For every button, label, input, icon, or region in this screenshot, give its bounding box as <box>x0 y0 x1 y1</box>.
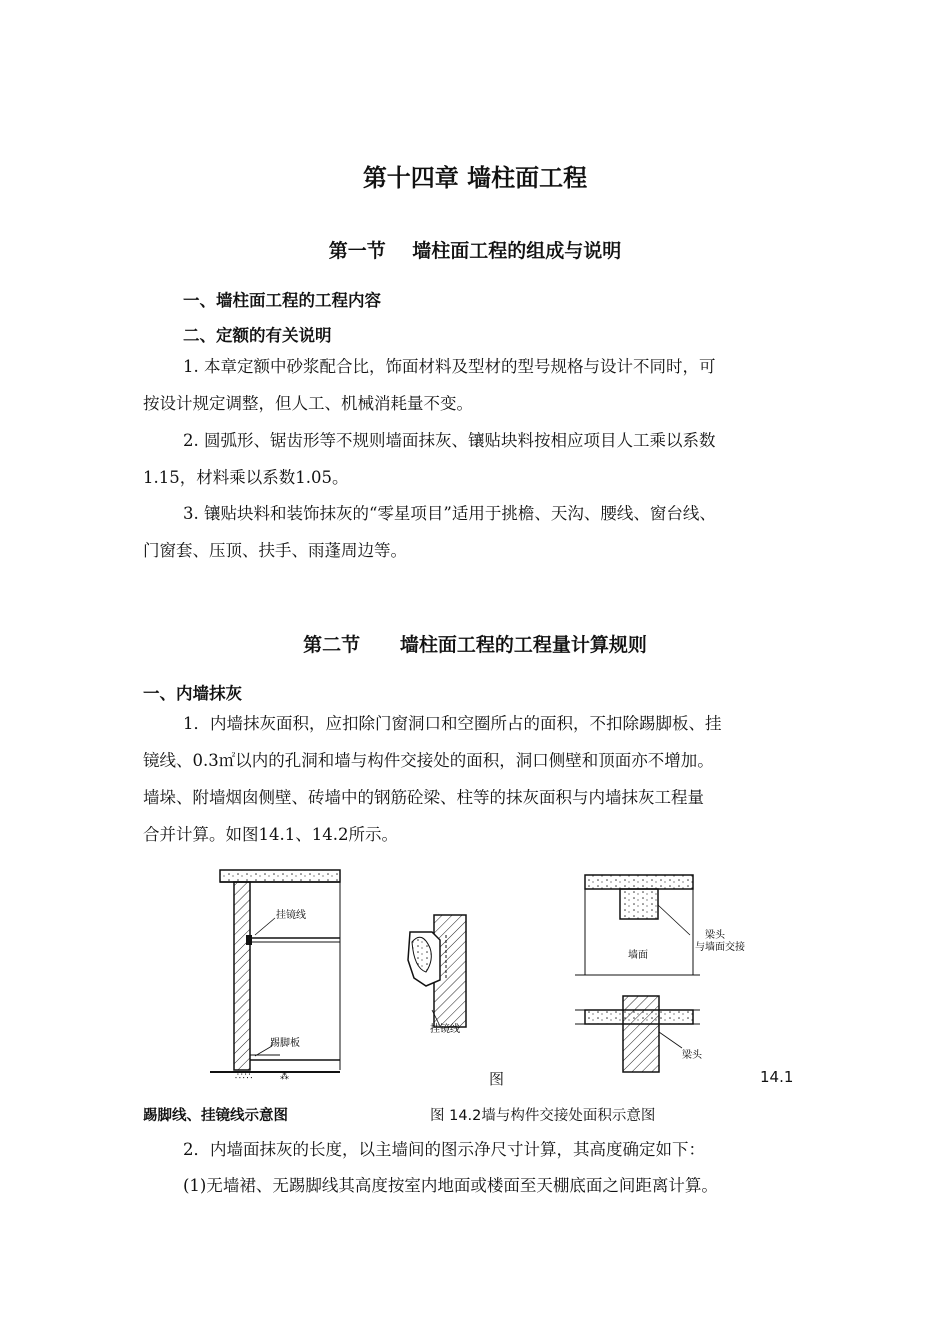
caption-left: 踢脚线、挂镜线示意图 <box>143 1108 288 1124</box>
label-liangtou-2: 与墙面交接 <box>695 942 745 953</box>
label-guajingxian: 挂镜线 <box>276 910 306 921</box>
section2-title: 第二节 墙柱面工程的工程量计算规则 <box>303 634 647 656</box>
figure-number: 14.1 <box>760 1068 794 1086</box>
label-liangtou-1: 梁头 <box>705 930 725 941</box>
s2-p1-line1: 1．内墙抹灰面积，应扣除门窗洞口和空圈所占的面积，不扣除踢脚板、挂 <box>183 714 722 733</box>
section2-heading1: 一、内墙抹灰 <box>143 684 242 703</box>
figure-illustration <box>200 860 820 1100</box>
label-guajingxian2: 挂镜线 <box>430 1024 460 1035</box>
wall-elevation-drawing <box>210 870 340 1082</box>
s1-p1-line1: 1. 本章定额中砂浆配合比，饰面材料及型材的型号规格与设计不同时，可 <box>183 357 716 376</box>
svg-text:∴∵∴: ∴∵∴ <box>235 1072 253 1082</box>
section1-title: 第一节 墙柱面工程的组成与说明 <box>328 240 622 262</box>
s2-p2: 2．内墙面抹灰的长度，以主墙间的图示净尺寸计算，其高度确定如下： <box>183 1140 705 1159</box>
s1-p2-line2: 1.15，材料乘以系数1.05。 <box>143 468 349 487</box>
s2-p1-line4: 合并计算。如图14.1、14.2所示。 <box>143 825 398 844</box>
beam-wall-junction-top-drawing <box>575 875 745 975</box>
s2-p3: (1)无墙裙、无踢脚线其高度按室内地面或楼面至天棚底面之间距离计算。 <box>183 1176 718 1195</box>
label-qiangmian: 墙面 <box>628 950 648 961</box>
label-tijiaoban: 踢脚板 <box>270 1038 300 1049</box>
section1-heading2: 二、定额的有关说明 <box>183 326 332 345</box>
s1-p1-line2: 按设计规定调整，但人工、机械消耗量不变。 <box>143 394 473 413</box>
s2-p1-line3: 墙垛、附墙烟囱侧壁、砖墙中的钢筋砼梁、柱等的抹灰面积与内墙抹灰工程量 <box>143 788 704 807</box>
svg-text:⁂: ⁂ <box>280 1072 289 1082</box>
s1-p2-line1: 2. 圆弧形、锯齿形等不规则墙面抹灰、镶贴块料按相应项目人工乘以系数 <box>183 431 716 450</box>
picture-rail-detail-drawing <box>408 915 466 1035</box>
section1-heading1: 一、墙柱面工程的工程内容 <box>183 291 381 310</box>
beam-column-junction-bottom-drawing <box>575 996 703 1072</box>
s2-p1-line2: 镜线、0.3㎡以内的孔洞和墙与构件交接处的面积，洞口侧壁和顶面亦不增加。 <box>143 751 714 770</box>
s1-p3-line2: 门窗套、压顶、扶手、雨蓬周边等。 <box>143 541 407 560</box>
figure-word: 图 <box>489 1070 505 1088</box>
label-liangtou: 梁头 <box>682 1050 702 1061</box>
caption-right: 图 14.2墙与构件交接处面积示意图 <box>430 1108 656 1124</box>
s1-p3-line1: 3. 镶贴块料和装饰抹灰的“零星项目”适用于挑檐、天沟、腰线、窗台线、 <box>183 504 716 523</box>
chapter-title: 第十四章 墙柱面工程 <box>362 163 588 192</box>
